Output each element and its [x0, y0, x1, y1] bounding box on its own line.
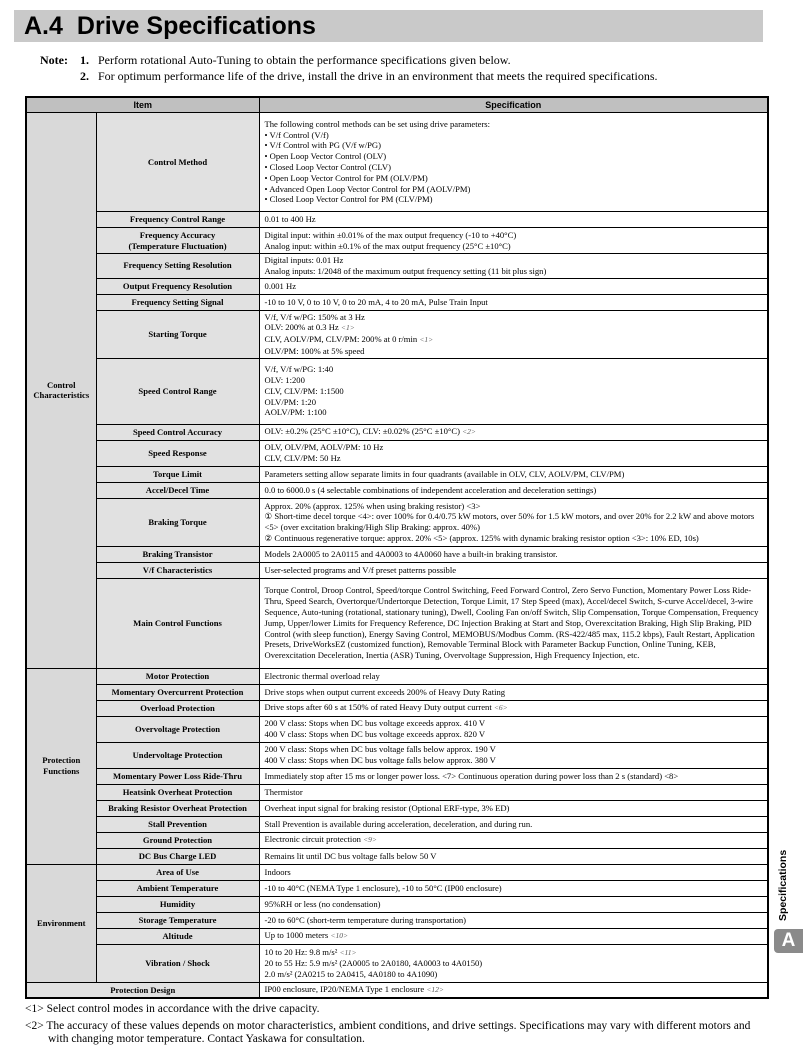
spec-text: 0.01 to 400 Hz: [264, 214, 316, 225]
item-label: Humidity: [159, 898, 196, 909]
specification-cell: [259, 440, 768, 466]
spec-line: [265, 173, 763, 184]
specification-cell: [259, 816, 768, 832]
table-row: [26, 546, 768, 562]
specification-cell: [259, 358, 768, 424]
footnote-ref[interactable]: <12>: [426, 985, 444, 995]
spec-text: Parameters setting allow separate limits in four quadrants (available in OLV, CLV, AOLV/PM, CLV/PM): [264, 468, 625, 479]
spec-line: [265, 485, 763, 496]
specification-cell: [259, 684, 768, 700]
spec-text: -20 to 60°C (short-term temperature during transportation): [264, 914, 467, 925]
table-row: [26, 716, 768, 742]
spec-line: [265, 346, 763, 357]
item-label: Overvoltage Protection: [134, 723, 221, 734]
spec-line: [265, 803, 763, 814]
spec-line: [265, 184, 763, 195]
table-row: [26, 228, 768, 254]
item-label: Ambient Temperature: [136, 882, 219, 893]
item-cell: Protection Design: [26, 982, 259, 998]
table-row: [26, 310, 768, 358]
table-row: [26, 482, 768, 498]
specification-cell: [259, 716, 768, 742]
section-title: [24, 10, 316, 42]
spec-text: Electronic circuit protection: [264, 834, 361, 845]
specification-cell: [259, 310, 768, 358]
spec-text: Approx. 20% (approx. 125% when using braking resistor) <3>: [264, 500, 481, 511]
specification-cell: [259, 668, 768, 684]
item-cell: [96, 832, 259, 848]
table-row: [26, 684, 768, 700]
spec-text: Analog input: within ±0.1% of the max output frequency (25°C ±10°C): [264, 240, 511, 251]
item-cell: [96, 768, 259, 784]
item-label: Starting Torque: [148, 328, 207, 339]
spec-text: OLV, OLV/PM, AOLV/PM: 10 Hz: [264, 442, 384, 453]
item-label: V/f Characteristics: [142, 564, 213, 575]
spec-line: [265, 334, 763, 346]
item-cell: [96, 578, 259, 668]
spec-text: • V/f Control with PG (V/f w/PG): [264, 140, 381, 151]
spec-text: CLV, CLV/PM: 1:1500: [264, 385, 344, 396]
footnote-text: Select control modes in accordance with the drive capacity.: [46, 1003, 320, 1015]
spec-line: [265, 533, 763, 544]
specification-cell: [259, 498, 768, 546]
spec-line: [265, 397, 763, 408]
spec-text: Stall Prevention is available during acceleration, deceleration, and during run.: [264, 818, 533, 829]
item-cell: [96, 310, 259, 358]
specification-cell: [259, 113, 768, 212]
table-row: [26, 466, 768, 482]
spec-text: 10 to 20 Hz: 9.8 m/s²: [264, 946, 338, 957]
specification-cell: [259, 896, 768, 912]
specification-cell: [259, 578, 768, 668]
item-label: Storage Temperature: [138, 914, 217, 925]
footnote-ref[interactable]: <1>: [340, 323, 355, 333]
item-cell: [96, 466, 259, 482]
spec-text: Overheat input signal for braking resistor (Optional ERF-type, 3% ED): [264, 802, 510, 813]
spec-text: V/f, V/f w/PG: 150% at 3 Hz: [264, 311, 365, 322]
table-row: [26, 278, 768, 294]
spec-line: [265, 771, 763, 782]
specifications-table: [25, 96, 769, 999]
spec-line: [265, 969, 763, 980]
spec-text: -10 to 10 V, 0 to 10 V, 0 to 20 mA, 4 to 20 mA, Pulse Train Input: [264, 296, 488, 307]
spec-text: 0.0 to 6000.0 s (4 selectable combinations of independent acceleration and deceleration settings): [264, 484, 597, 495]
spec-line: [265, 729, 763, 740]
item-label: Altitude: [162, 930, 193, 941]
item-label: Ground Protection: [142, 834, 213, 845]
specification-cell: [259, 784, 768, 800]
spec-line: [265, 687, 763, 698]
item-label: Speed Control Accuracy: [132, 426, 223, 437]
spec-line: [265, 407, 763, 418]
spec-text: 400 V class: Stops when DC bus voltage falls below approx. 380 V: [264, 755, 496, 766]
note-label: Note:: [40, 53, 68, 67]
footnote-ref[interactable]: <2>: [462, 427, 476, 437]
spec-line: [265, 549, 763, 560]
spec-line: [265, 140, 763, 151]
spec-text: • Closed Loop Vector Control for PM (CLV/PM): [264, 194, 433, 205]
spec-text: • V/f Control (V/f): [264, 129, 329, 140]
item-label: Momentary Overcurrent Protection: [111, 686, 244, 697]
item-cell: [96, 716, 259, 742]
spec-line: [265, 958, 763, 969]
item-label: Speed Response: [148, 447, 207, 458]
category-cell: Protection Functions: [26, 668, 96, 864]
note-text: Perform rotational Auto-Tuning to obtain the performance specifications given below.: [98, 53, 511, 67]
item-label: Braking Resistor Overheat Protection: [108, 802, 247, 813]
table-row: [26, 816, 768, 832]
category-cell: Environment: [26, 864, 96, 982]
specification-cell: [259, 294, 768, 310]
spec-text: Drive stops after 60 s at 150% of rated Heavy Duty output current: [264, 702, 492, 713]
spec-text: 20 to 55 Hz: 5.9 m/s² (2A0005 to 2A0180, 4A0003 to 4A0150): [264, 958, 483, 969]
item-cell: [96, 912, 259, 928]
spec-text: 200 V class: Stops when DC bus voltage falls below approx. 190 V: [264, 744, 496, 755]
spec-line: [265, 281, 763, 292]
specification-cell: [259, 212, 768, 228]
item-cell: [96, 228, 259, 254]
spec-text: V/f, V/f w/PG: 1:40: [264, 364, 334, 375]
spec-line: [265, 130, 763, 141]
spec-line: [265, 947, 763, 959]
spec-line: [265, 194, 763, 205]
header-item: Item: [26, 97, 259, 113]
spec-text: Models 2A0005 to 2A0115 and 4A0003 to 4A0060 have a built-in braking transistor.: [264, 548, 558, 559]
item-cell: [96, 784, 259, 800]
table-row: [26, 896, 768, 912]
note-number: 1.: [80, 53, 89, 67]
specification-cell: [259, 800, 768, 816]
item-label: Output Frequency Resolution: [122, 280, 233, 291]
specification-cell: [259, 254, 768, 279]
spec-text: Electronic thermal overload relay: [264, 670, 380, 681]
item-label: Frequency Setting Resolution: [123, 260, 232, 271]
item-label: Torque Limit: [153, 468, 202, 479]
spec-text: CLV, CLV/PM: 50 Hz: [264, 453, 341, 464]
item-label: Speed Control Range: [138, 385, 217, 396]
table-row: [26, 254, 768, 279]
section-number: A.4: [24, 12, 63, 40]
specification-cell: [259, 982, 768, 998]
item-label: Frequency Control Range: [129, 214, 226, 225]
table-row: [26, 700, 768, 716]
spec-line: [265, 899, 763, 910]
table-row: [26, 832, 768, 848]
item-cell: [96, 278, 259, 294]
spec-text: 2.0 m/s² (2A0215 to 2A0415, 4A0180 to 4A1090): [264, 969, 438, 980]
spec-line: [265, 702, 763, 714]
spec-text: -10 to 40°C (NEMA Type 1 enclosure), -10 to 50°C (IP00 enclosure): [264, 882, 502, 893]
spec-text: OLV/PM: 1:20: [264, 396, 317, 407]
spec-line: [265, 718, 763, 729]
item-cell: [96, 562, 259, 578]
spec-line: [265, 453, 763, 464]
spec-line: [265, 162, 763, 173]
spec-line: [265, 930, 763, 942]
spec-line: [265, 364, 763, 375]
item-label: (Temperature Fluctuation): [128, 240, 227, 251]
spec-text: AOLV/PM: 1:100: [264, 407, 327, 418]
spec-line: [265, 585, 763, 661]
spec-line: [265, 241, 763, 252]
spec-line: [265, 671, 763, 682]
spec-line: [265, 375, 763, 386]
item-label: Braking Torque: [148, 516, 207, 527]
spec-line: [265, 266, 763, 277]
category-cell: Control Characteristics: [26, 113, 96, 669]
specification-cell: [259, 466, 768, 482]
spec-text: User-selected programs and V/f preset patterns possible: [264, 564, 457, 575]
spec-text: ① Short-time decel torque <4>: over 100% for 0.4/0.75 kW motors, over 50% for 1.5 kW motors, and over 20% for 2.2 kW and above motors <5> (over excitation braking/High Slip Braking: approx. 40%): [264, 511, 755, 533]
table-row: [26, 668, 768, 684]
table-row: [26, 982, 768, 998]
spec-line: [265, 151, 763, 162]
spec-line: [265, 883, 763, 894]
specification-cell: [259, 700, 768, 716]
item-cell: [96, 482, 259, 498]
spec-text: • Open Loop Vector Control for PM (OLV/PM): [264, 172, 428, 183]
item-cell: [96, 928, 259, 944]
spec-line: [265, 469, 763, 480]
spec-text: Digital inputs: 0.01 Hz: [264, 255, 344, 265]
spec-text: The following control methods can be set using drive parameters:: [264, 118, 491, 129]
item-cell: [96, 498, 259, 546]
item-cell: [96, 800, 259, 816]
spec-line: [265, 867, 763, 878]
table-row: [26, 848, 768, 864]
item-label: Main Control Functions: [133, 617, 222, 628]
section-header: [14, 10, 763, 42]
item-label: Heatsink Overheat Protection: [122, 786, 233, 797]
item-cell: [96, 864, 259, 880]
footnote-ref[interactable]: <6>: [493, 703, 508, 713]
item-label: Momentary Power Loss Ride-Thru: [113, 770, 242, 781]
table-row: [26, 880, 768, 896]
spec-line: [265, 511, 763, 533]
specification-cell: [259, 424, 768, 440]
item-label: Undervoltage Protection: [132, 749, 223, 760]
table-row: [26, 440, 768, 466]
spec-text: Thermistor: [264, 786, 303, 797]
specification-cell: [259, 562, 768, 578]
spec-text: Remains lit until DC bus voltage falls below 50 V: [264, 850, 437, 861]
item-label: Frequency Setting Signal: [131, 296, 224, 307]
table-row: [26, 912, 768, 928]
item-label: Stall Prevention: [148, 818, 207, 829]
spec-text: 200 V class: Stops when DC bus voltage exceeds approx. 410 V: [264, 718, 486, 729]
footnote-mark: <2>: [25, 1020, 44, 1032]
table-row: [26, 742, 768, 768]
spec-text: 400 V class: Stops when DC bus voltage exceeds approx. 820 V: [264, 729, 486, 740]
spec-text: • Closed Loop Vector Control (CLV): [264, 162, 391, 172]
item-cell: [96, 848, 259, 864]
spec-text: CLV, AOLV/PM, CLV/PM: 200% at 0 r/min: [264, 334, 418, 345]
spec-line: [265, 851, 763, 862]
spec-line: [265, 230, 763, 241]
specification-cell: [259, 742, 768, 768]
spec-line: [265, 501, 763, 512]
footnote: [25, 1020, 768, 1046]
spec-line: [265, 744, 763, 755]
spec-text: OLV: 200% at 0.3 Hz: [264, 322, 339, 333]
item-label: Control Method: [147, 156, 208, 167]
spec-text: OLV/PM: 100% at 5% speed: [264, 345, 365, 356]
spec-line: [265, 755, 763, 766]
table-row: [26, 562, 768, 578]
item-cell: [96, 944, 259, 982]
item-label: Accel/Decel Time: [145, 484, 210, 495]
spec-line: [265, 322, 763, 334]
specification-cell: [259, 482, 768, 498]
spec-text: ② Continuous regenerative torque: approx. 20% <5> (approx. 125% with dynamic braking resistor option <3>: 10% ED, 10s): [264, 533, 699, 544]
specification-cell: [259, 546, 768, 562]
spec-text: IP00 enclosure, IP20/NEMA Type 1 enclosure: [264, 984, 425, 995]
footnote-ref[interactable]: <9>: [363, 835, 377, 845]
table-row: [26, 212, 768, 228]
table-row: [26, 784, 768, 800]
item-label: Vibration / Shock: [145, 957, 210, 968]
spec-line: [265, 819, 763, 830]
specification-cell: [259, 880, 768, 896]
item-cell: [96, 742, 259, 768]
item-cell: [96, 896, 259, 912]
specification-cell: [259, 768, 768, 784]
spec-text: Up to 1000 meters: [264, 930, 329, 941]
specification-cell: [259, 864, 768, 880]
item-cell: [96, 816, 259, 832]
table-row: [26, 578, 768, 668]
spec-text: Drive stops when output current exceeds 200% of Heavy Duty Rating: [264, 686, 506, 697]
table-header-row: [26, 97, 768, 113]
footnote-ref[interactable]: <11>: [339, 947, 357, 957]
spec-text: 0.001 Hz: [264, 280, 297, 291]
spec-line: [265, 787, 763, 798]
side-tab-label: Specifications: [777, 849, 789, 921]
item-cell: [96, 294, 259, 310]
table-row: [26, 944, 768, 982]
footnote-text: The accuracy of these values depends on motor characteristics, ambient conditions, and drive settings. Specifications may vary with different motors and with changing motor temperature. Contact Yaskawa for consultation.: [46, 1020, 751, 1045]
table-row: [26, 768, 768, 784]
item-cell: [96, 684, 259, 700]
table-row: [26, 498, 768, 546]
footnote: [25, 1003, 320, 1016]
specification-cell: [259, 228, 768, 254]
spec-line: [265, 426, 763, 438]
appendix-tab[interactable]: A: [774, 929, 803, 953]
item-label: Frequency Accuracy: [139, 229, 216, 240]
specification-cell: [259, 278, 768, 294]
spec-line: [265, 442, 763, 453]
item-cell: [96, 424, 259, 440]
item-cell: [96, 440, 259, 466]
item-cell: [96, 546, 259, 562]
specification-cell: [259, 832, 768, 848]
spec-line: [265, 312, 763, 323]
spec-line: [265, 834, 763, 846]
section-title-text: Drive Specifications: [76, 12, 316, 40]
spec-line: [265, 915, 763, 926]
spec-text: • Open Loop Vector Control (OLV): [264, 151, 387, 162]
note-text: For optimum performance life of the drive, install the drive in an environment that meets the required specifications.: [98, 69, 658, 83]
spec-text: Analog inputs: 1/2048 of the maximum output frequency setting (11 bit plus sign): [264, 265, 547, 276]
spec-text: Digital input: within ±0.01% of the max output frequency (-10 to +40°C): [264, 229, 517, 240]
spec-line: [265, 386, 763, 397]
item-label: Motor Protection: [145, 670, 210, 681]
spec-text: OLV: 1:200: [264, 375, 305, 386]
specification-cell: [259, 912, 768, 928]
spec-line: [265, 255, 763, 266]
item-cell: [96, 700, 259, 716]
spec-text: Indoors: [264, 866, 291, 877]
specification-cell: [259, 928, 768, 944]
table-row: [26, 800, 768, 816]
spec-line: [265, 214, 763, 225]
spec-text: • Advanced Open Loop Vector Control for PM (AOLV/PM): [264, 183, 471, 194]
item-cell: [96, 358, 259, 424]
specification-cell: [259, 848, 768, 864]
item-cell: [96, 113, 259, 212]
spec-text: Immediately stop after 15 ms or longer power loss. <7> Continuous operation during power loss than 2 s (standard) <8>: [264, 770, 679, 781]
header-specification: Specification: [259, 97, 768, 113]
item-cell: [96, 212, 259, 228]
item-cell: [96, 254, 259, 279]
table-row: [26, 424, 768, 440]
item-label: Overload Protection: [140, 702, 215, 713]
item-label: DC Bus Charge LED: [138, 850, 217, 861]
item-label: Area of Use: [156, 866, 199, 877]
item-cell: [96, 668, 259, 684]
footnote-ref[interactable]: <10>: [330, 931, 349, 941]
table-row: [26, 864, 768, 880]
spec-line: [265, 565, 763, 576]
item-label: Braking Transistor: [142, 548, 213, 559]
spec-line: [265, 119, 763, 130]
spec-line: [265, 297, 763, 308]
spec-text: 95%RH or less (no condensation): [264, 898, 381, 909]
footnote-mark: <1>: [25, 1003, 44, 1015]
spec-text: Torque Control, Droop Control, Speed/torque Control Switching, Feed Forward Control, Zero Servo Function, Momentary Power Loss Ride-Thru, Speed Search, Overtorque/Undertorque Detection, Torque Limit, 17 Step Speed (max), Accel/decel Switch, S-curve Accel/decel, 3-wire Sequence, Auto-tuning (rotational, stationary tuning), Dwell, Cooling Fan on/off Switch, Slip Compensation, Torque Compensation, Frequency Jump, Upper/lower Limits for Frequency Reference, DC Injection Braking at Start and Stop, Overexcitation Braking, High Slip Braking, PID Control (with sleep function), Energy Saving Control, MEMOBUS/Modbus Comm. (RS-422/485 max, 115.2 kbps), Fault Restart, Application Presets, DriveWorksEZ (customized function), Removable Terminal Block with Parameter Backup Function, Online Tuning, KEB, Overexcitation Deceleration, Inertia (ASR) Tuning, Overvoltage Suppression, High Frequency Injection, etc.: [264, 585, 759, 661]
table-row: [26, 113, 768, 212]
spec-text: OLV: ±0.2% (25°C ±10°C), CLV: ±0.02% (25°C ±10°C): [264, 426, 460, 437]
table-row: [26, 358, 768, 424]
specification-cell: [259, 944, 768, 982]
table-row: [26, 928, 768, 944]
note-number: 2.: [80, 69, 89, 83]
table-row: [26, 294, 768, 310]
item-cell: [96, 880, 259, 896]
footnote-ref[interactable]: <1>: [419, 335, 434, 345]
